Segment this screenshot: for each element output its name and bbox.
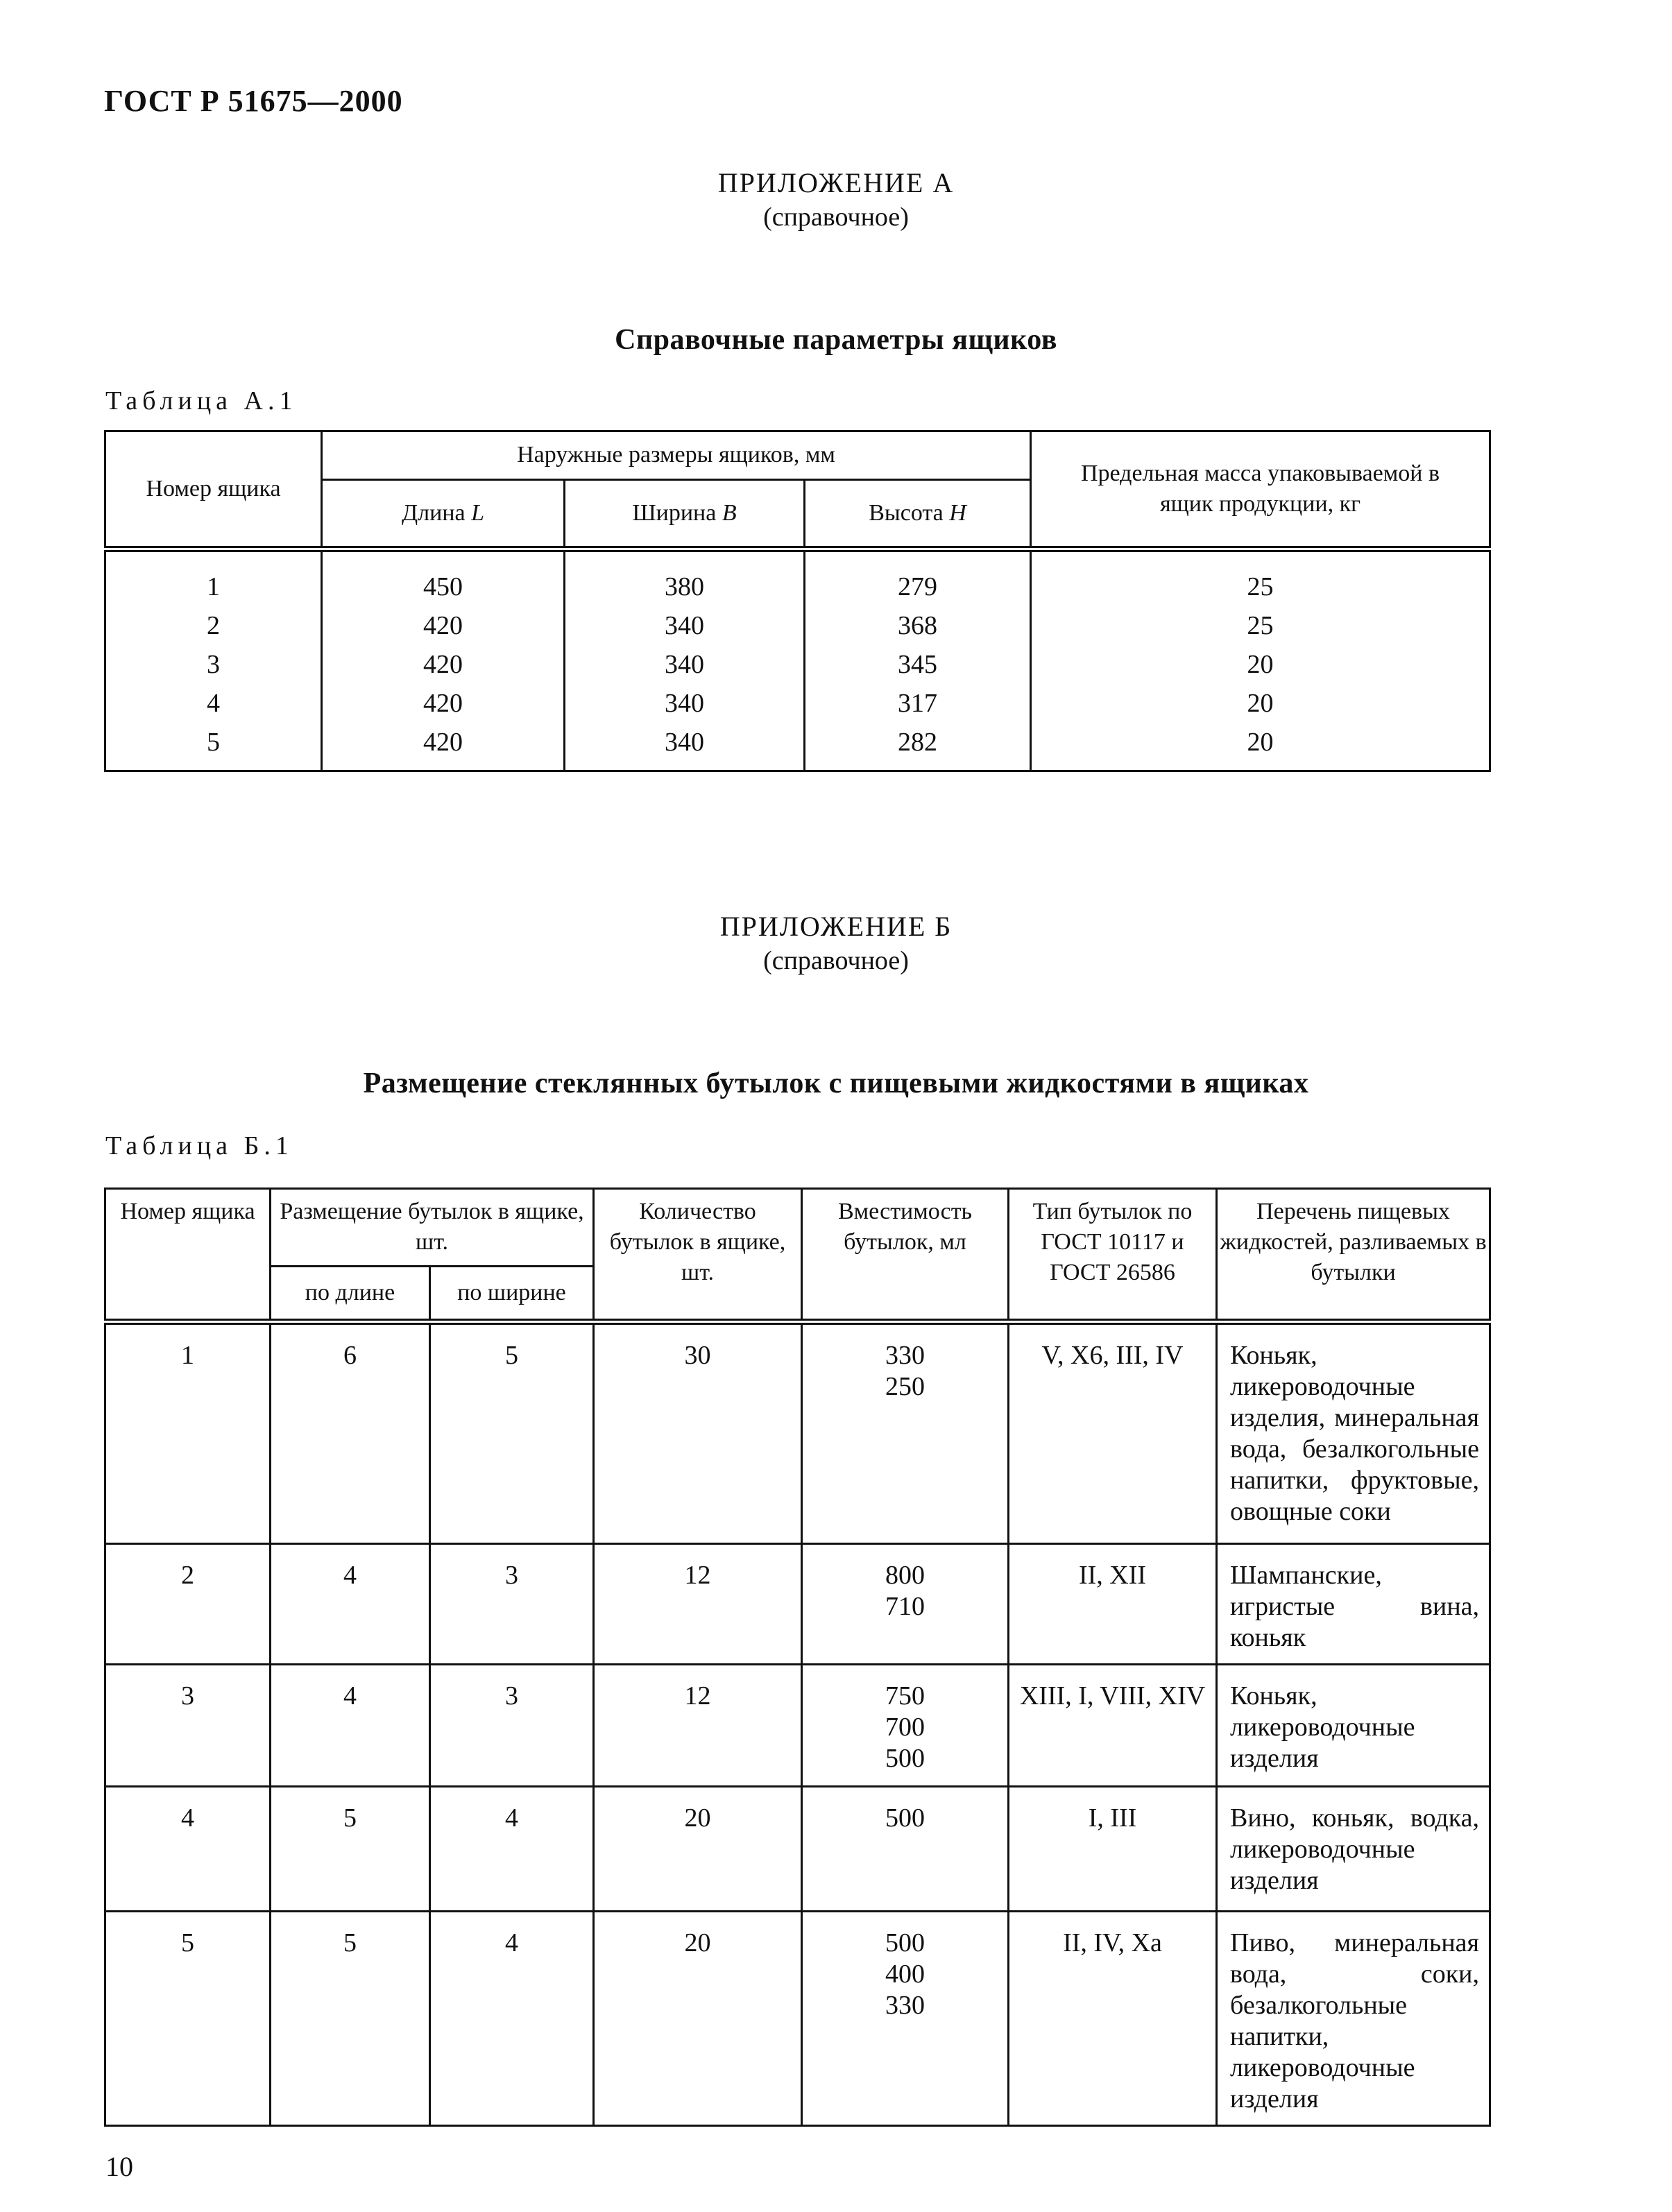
cell-liquids: Вино, коньяк, водка, ликероводочные изделия (1217, 1787, 1490, 1912)
appendix-b-subtitle: (справочное) (763, 946, 909, 975)
cell-quantity: 30 (594, 1322, 802, 1544)
col-liquids: Перечень пищевых жидкостей, разливаемых в бутылки (1217, 1189, 1490, 1322)
col-by-width: по ширине (430, 1267, 594, 1322)
page-number: 10 (105, 2151, 133, 2182)
appendix-a-heading: Справочные параметры ящиков (615, 324, 1057, 356)
cell-by-width: 4 (430, 1787, 594, 1912)
table-row (105, 549, 1490, 771)
cell-liquids: Коньяк, ликероводочные изделия (1217, 1665, 1490, 1787)
table-b1 (104, 1188, 1491, 2127)
col-box-number: Номер ящика (105, 1189, 271, 1322)
appendix-b-title: ПРИЛОЖЕНИЕ Б (719, 911, 953, 942)
cell-bottle-type: V, Х6, III, IV (1009, 1322, 1217, 1544)
cell-quantity: 12 (594, 1544, 802, 1665)
col-placement: Размещение бутылок в ящике, шт. (271, 1189, 594, 1267)
cell-bottle-type: XIII, I, VIII, XIV (1009, 1665, 1217, 1787)
appendix-a-title: ПРИЛОЖЕНИЕ А (717, 167, 955, 198)
cell-number: 1 (105, 1322, 271, 1544)
cell-capacity: 800 710 (802, 1544, 1009, 1665)
table-row (105, 1787, 1490, 1912)
lengths-cell: 450 420 420 420 420 (322, 549, 565, 771)
col-quantity: Количество бутылок в ящике, шт. (594, 1189, 802, 1322)
cell-by-width: 5 (430, 1322, 594, 1544)
cell-by-width: 3 (430, 1665, 594, 1787)
col-width: Ширина B (565, 480, 805, 549)
cell-number: 4 (105, 1787, 271, 1912)
cell-capacity: 500 400 330 (802, 1912, 1009, 2126)
table-b1-label: Таблица Б.1 (105, 1131, 293, 1160)
heights-cell: 279 368 345 317 282 (805, 549, 1031, 771)
cell-bottle-type: I, III (1009, 1787, 1217, 1912)
cell-by-length: 5 (271, 1912, 430, 2126)
col-by-length: по длине (271, 1267, 430, 1322)
cell-number: 2 (105, 1544, 271, 1665)
cell-quantity: 20 (594, 1912, 802, 2126)
cell-liquids: Коньяк, ликероводочные изделия, минеральная вода, безалкогольные напитки, фруктовые, овощные соки (1217, 1322, 1490, 1544)
standard-code: ГОСТ Р 51675—2000 (104, 84, 403, 118)
appendix-b-heading: Размещение стеклянных бутылок с пищевыми жидкостями в ящиках (363, 1068, 1309, 1099)
col-bottle-type: Тип бутылок по ГОСТ 10117 и ГОСТ 26586 (1009, 1189, 1217, 1322)
cell-liquids: Пиво, минеральная вода, соки, безалкогольные напитки, ликероводочные изделия (1217, 1912, 1490, 2126)
table-row (105, 1665, 1490, 1787)
table-row (105, 1322, 1490, 1544)
cell-number: 3 (105, 1665, 271, 1787)
box-numbers-cell: 1 2 3 4 5 (105, 549, 322, 771)
table-a1 (104, 430, 1491, 772)
cell-by-length: 5 (271, 1787, 430, 1912)
appendix-a-header (0, 166, 1672, 232)
col-outer-dims: Наружные размеры ящиков, мм (322, 431, 1031, 480)
cell-quantity: 20 (594, 1787, 802, 1912)
cell-by-width: 4 (430, 1912, 594, 2126)
cell-by-length: 4 (271, 1665, 430, 1787)
cell-capacity: 750 700 500 (802, 1665, 1009, 1787)
cell-bottle-type: II, IV, Ха (1009, 1912, 1217, 2126)
table-row (105, 1912, 1490, 2126)
cell-capacity: 500 (802, 1787, 1009, 1912)
cell-by-width: 3 (430, 1544, 594, 1665)
cell-number: 5 (105, 1912, 271, 2126)
table-row (105, 1544, 1490, 1665)
cell-liquids: Шампанские, игристые вина, коньяк (1217, 1544, 1490, 1665)
table-a1-label: Таблица А.1 (105, 386, 298, 415)
cell-bottle-type: II, XII (1009, 1544, 1217, 1665)
col-max-mass: Предельная масса упаковываемой в ящик продукции, кг (1031, 431, 1490, 549)
appendix-a-subtitle: (справочное) (763, 203, 909, 232)
cell-by-length: 4 (271, 1544, 430, 1665)
appendix-b-header (0, 910, 1672, 976)
col-box-number: Номер ящика (105, 431, 322, 549)
col-length: Длина L (322, 480, 565, 549)
col-height: Высота H (805, 480, 1031, 549)
masses-cell: 25 25 20 20 20 (1031, 549, 1490, 771)
cell-capacity: 330 250 (802, 1322, 1009, 1544)
cell-quantity: 12 (594, 1665, 802, 1787)
cell-by-length: 6 (271, 1322, 430, 1544)
widths-cell: 380 340 340 340 340 (565, 549, 805, 771)
col-capacity: Вместимость бутылок, мл (802, 1189, 1009, 1322)
